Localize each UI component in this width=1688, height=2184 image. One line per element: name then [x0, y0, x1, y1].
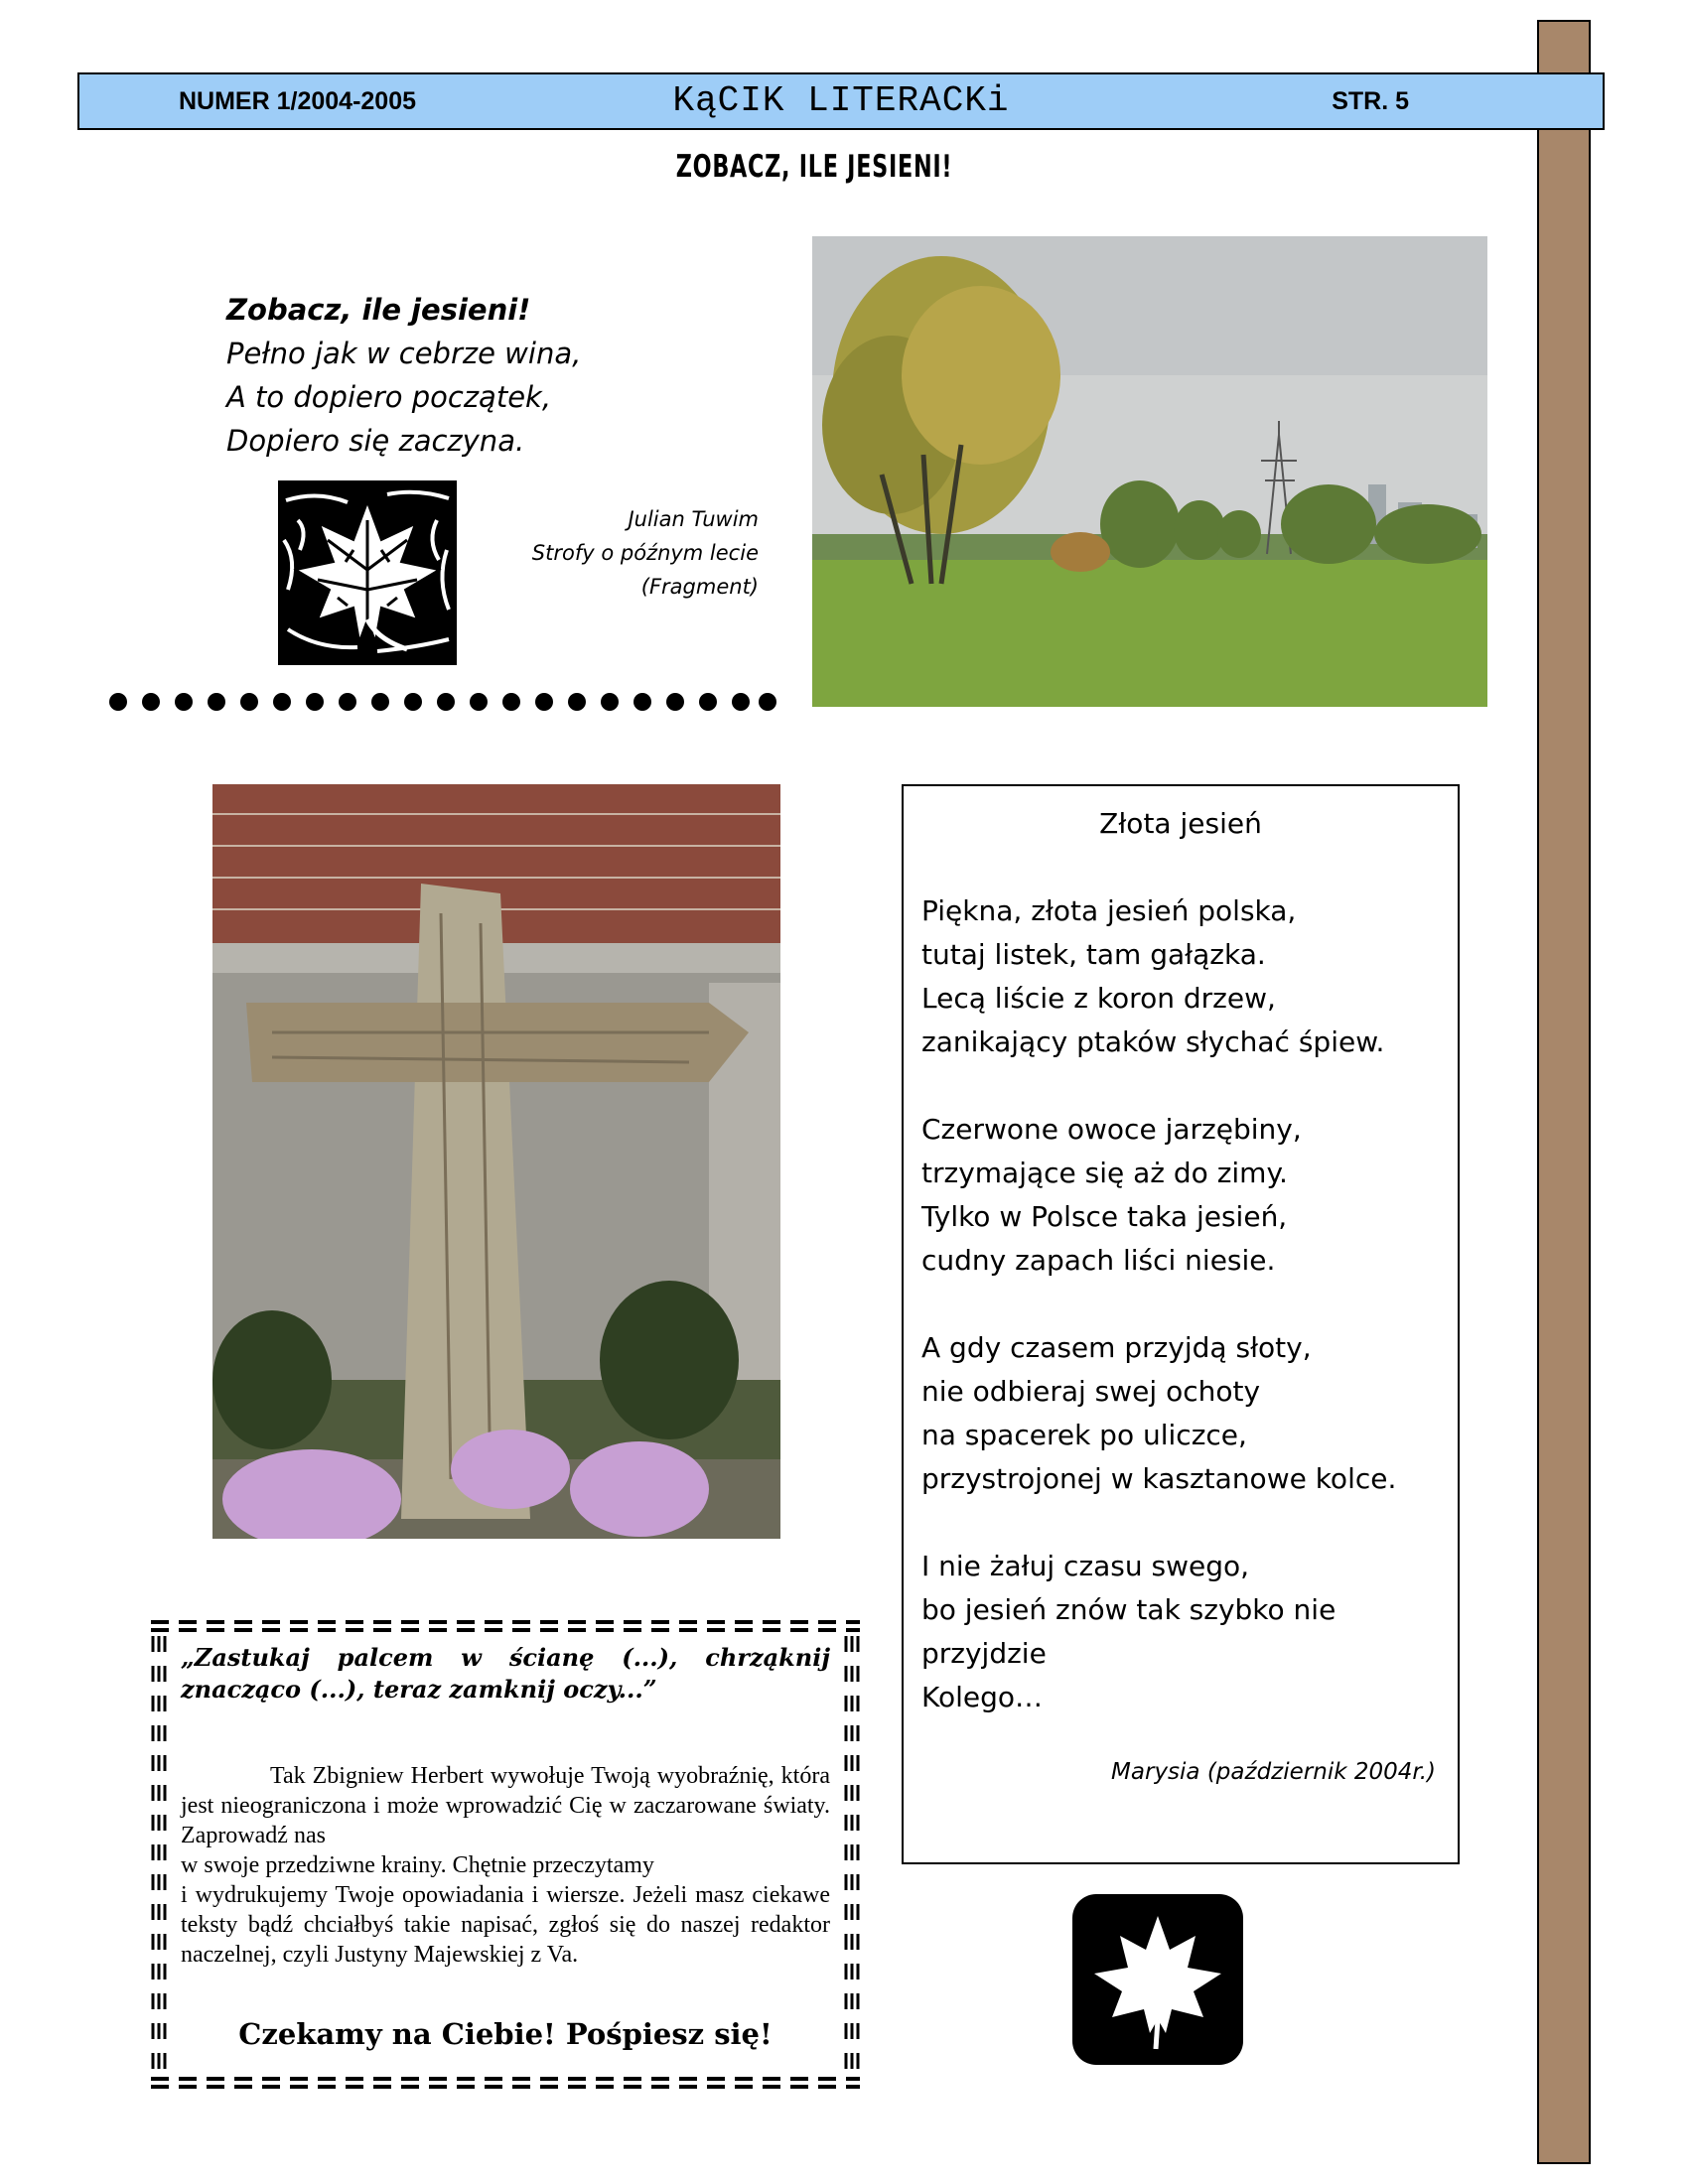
poem-title: Złota jesień	[1099, 807, 1262, 840]
poem-box	[902, 784, 1460, 1864]
quote-line: Dopiero się zaczyna.	[226, 424, 525, 458]
invite-body	[181, 1761, 830, 1970]
poem-line: nie odbieraj swej ochoty	[921, 1375, 1261, 1408]
issue-number: NUMER 1/2004-2005	[179, 87, 417, 115]
poem-line: tutaj listek, tam gałązka.	[921, 938, 1266, 971]
poem-line: A gdy czasem przyjdą słoty,	[921, 1331, 1312, 1364]
invite-quote: „Zastukaj palcem w ścianę (...), chrząknij znacząco (...), teraz zamknij oczy...”	[181, 1643, 830, 1704]
poem-line: I nie żałuj czasu swego,	[921, 1550, 1250, 1582]
quote-source: Strofy o późnym lecie	[531, 541, 759, 565]
quote-line: Zobacz, ile jesieni!	[226, 293, 531, 327]
poem-line: przystrojonej w kasztanowe kolce.	[921, 1462, 1397, 1495]
poem-line: Lecą liście z koron drzew,	[921, 982, 1276, 1015]
dotted-divider	[105, 689, 780, 715]
quote-note: (Fragment)	[640, 575, 759, 599]
quote-author: Julian Tuwim	[628, 507, 759, 531]
maple-leaf-woodcut-icon	[278, 480, 457, 665]
poem-line: zanikający ptaków słychać śpiew.	[921, 1025, 1385, 1058]
poem-line: bo jesień znów tak szybko nie	[921, 1593, 1336, 1626]
wooden-cross-photo	[212, 784, 780, 1539]
poem-line: na spacerek po uliczce,	[921, 1419, 1247, 1451]
park-photo	[812, 236, 1487, 707]
poem-author: Marysia (październik 2004r.)	[1111, 1759, 1436, 1785]
invite-paragraph: w swoje przedziwne krainy. Chętnie przeczytamy	[181, 1852, 654, 1878]
invite-paragraph: Tak Zbigniew Herbert wywołuje Twoją wyobraźnię, która jest nieograniczona i może wprowadzić Cię w zaczarowane światy. Zaprowadź nas	[181, 1763, 830, 1848]
quote-line: A to dopiero początek,	[226, 380, 552, 414]
page-heading: ZOBACZ, ILE JESIENI!	[675, 149, 953, 185]
invite-paragraph: i wydrukujemy Twoje opowiadania i wiersze. Jeżeli masz ciekawe teksty bądź chciałbyś takie napisać, zgłoś się do naszej redaktor naczelnej, czyli Justyny Majewskiej z Va.	[181, 1882, 830, 1968]
quote-line: Pełno jak w cebrze wina,	[226, 337, 582, 370]
poem-line: Tylko w Polsce taka jesień,	[921, 1200, 1288, 1233]
section-title: KąCIK LITERACKi	[672, 80, 1010, 121]
invite-call-to-action: Czekamy na Ciebie! Pośpiesz się!	[238, 2017, 773, 2051]
side-bar	[1537, 20, 1591, 2164]
page-header	[77, 72, 1605, 130]
poem-line: Kolego…	[921, 1681, 1044, 1713]
page-number: STR. 5	[1332, 87, 1409, 115]
poem-line: Czerwone owoce jarzębiny,	[921, 1113, 1302, 1146]
maple-leaf-icon	[1072, 1894, 1243, 2065]
poem-line: trzymające się aż do zimy.	[921, 1157, 1288, 1189]
poem-line: przyjdzie	[921, 1637, 1047, 1670]
poem-line: cudny zapach liści niesie.	[921, 1244, 1276, 1277]
poem-line: Piękna, złota jesień polska,	[921, 894, 1297, 927]
